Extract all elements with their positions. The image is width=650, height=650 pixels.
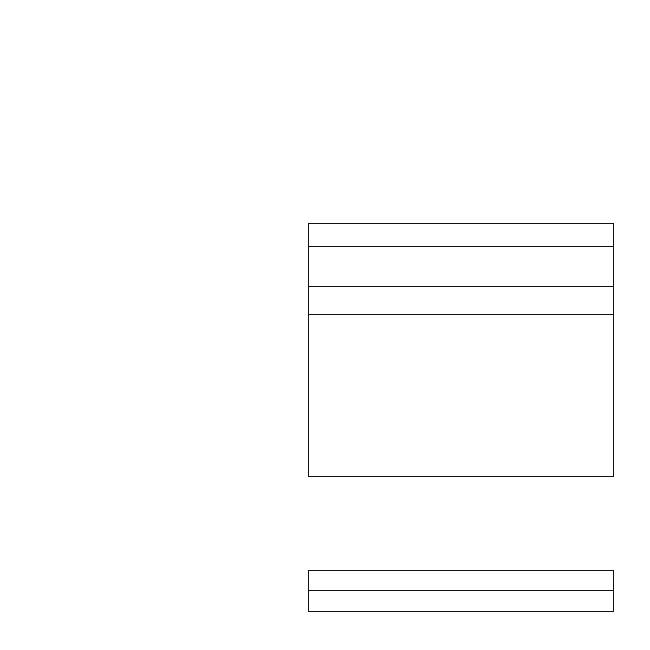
nutrition-column-header [309,287,613,315]
nutrition-title [309,224,613,247]
nutrition-rows [309,315,613,319]
other-ingredients-title [309,571,613,591]
nutrition-facts-table [308,223,614,477]
serving-info [309,247,613,287]
other-ingredient-row [309,591,613,611]
other-ingredients-table [308,570,614,612]
